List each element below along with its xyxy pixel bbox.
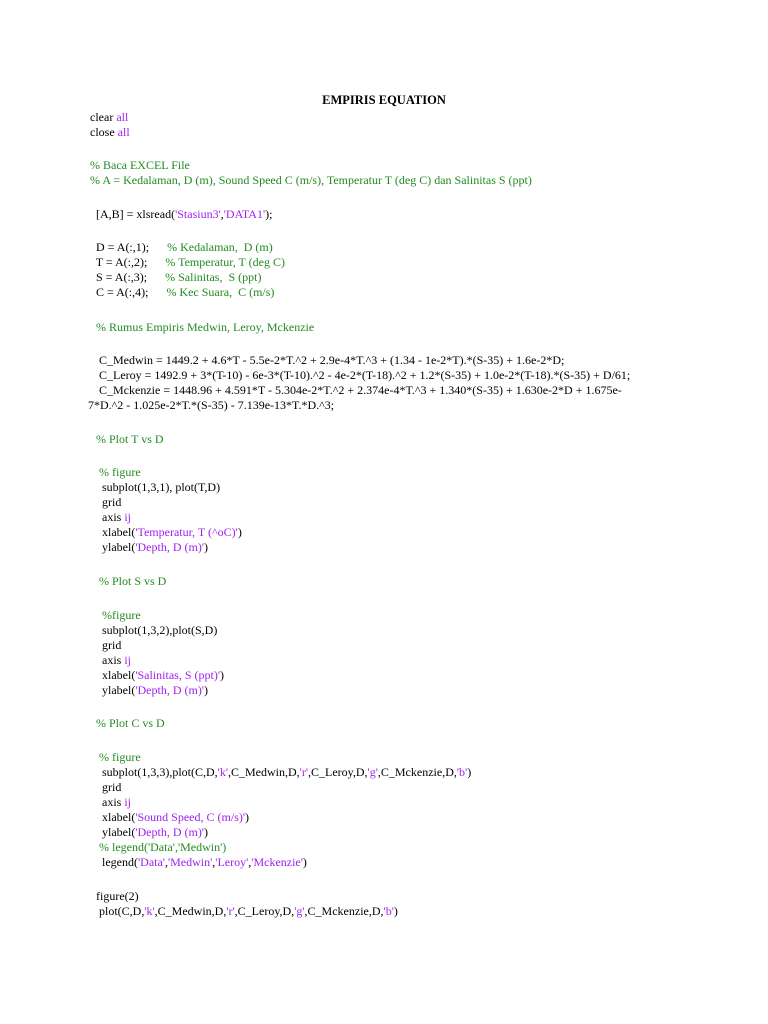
code-line <box>90 480 220 495</box>
code-line <box>90 368 630 383</box>
code-text: axis <box>90 510 125 524</box>
code-string: 'Data' <box>137 855 165 869</box>
code-text: axis <box>90 653 125 667</box>
code-string: ij <box>124 653 132 667</box>
code-line <box>90 810 249 825</box>
code-string: 'Medwin' <box>167 855 213 869</box>
code-text: C_Leroy = 1492.9 + 3*(T-10) - 6e-3*(T-10).^2 - 4e-2*(T-18).^2 + 1.2*(S-35) + 1.0e-2*(T-18).*(S-35) + D/61; <box>90 368 631 382</box>
code-text: subplot(1,3,1), plot(T,D) <box>90 480 221 494</box>
code-line <box>88 398 334 413</box>
code-string: 'Depth, D (m)' <box>135 683 204 697</box>
code-text: ,C_Leroy,D, <box>308 765 368 779</box>
code-line <box>90 320 314 335</box>
code-line <box>90 510 131 525</box>
code-string: 'r' <box>299 765 308 779</box>
code-line <box>90 525 242 540</box>
code-text: D = A(:,1); <box>90 240 168 254</box>
code-text: ) <box>203 683 208 697</box>
code-comment: % Plot S vs D <box>90 574 167 588</box>
code-text: ,C_Medwin,D, <box>228 765 300 779</box>
code-line <box>90 574 166 589</box>
code-string: ij <box>124 795 132 809</box>
code-text: C_Mckenzie = 1448.96 + 4.591*T - 5.304e-2*T.^2 + 2.374e-4*T.^3 + 1.340*(S-35) + 1.630e-2*D + 1.675e- <box>90 383 622 397</box>
code-text: ) <box>203 825 208 839</box>
code-line <box>90 173 532 188</box>
code-line <box>90 240 273 255</box>
code-text: figure(2) <box>90 889 139 903</box>
code-line <box>90 904 398 919</box>
code-line <box>90 750 141 765</box>
code-text: ) <box>203 540 208 554</box>
code-line <box>90 125 130 140</box>
code-text: subplot(1,3,3),plot(C,D, <box>90 765 218 779</box>
code-line <box>90 840 226 855</box>
code-text: ) <box>302 855 307 869</box>
code-comment: % A = Kedalaman, D (m), Sound Speed C (m/s), Temperatur T (deg C) dan Salinitas S (ppt) <box>90 173 532 187</box>
code-text: ) <box>393 904 398 918</box>
code-line <box>90 653 131 668</box>
code-line <box>90 207 272 222</box>
code-comment: % Kec Suara, C (m/s) <box>166 285 275 299</box>
code-line <box>90 540 208 555</box>
code-text: ,C_Leroy,D, <box>234 904 295 918</box>
code-line <box>90 716 165 731</box>
code-line <box>90 285 274 300</box>
code-text: 7*D.^2 - 1.025e-2*T.*(S-35) - 7.139e-13*T.*D.^3; <box>88 398 335 412</box>
code-string: 'Stasiun3' <box>175 207 221 221</box>
code-comment: %figure <box>90 608 141 622</box>
code-string: 'Depth, D (m)' <box>135 825 204 839</box>
code-text: , <box>248 855 252 869</box>
code-text: , <box>212 855 216 869</box>
code-string: 'Temperatur, T (^oC)' <box>135 525 238 539</box>
code-string: 'DATA1' <box>223 207 266 221</box>
code-string: 'Sound Speed, C (m/s)' <box>135 810 245 824</box>
code-string: all <box>116 110 129 124</box>
code-text: close <box>90 125 118 139</box>
code-string: 'Depth, D (m)' <box>135 540 204 554</box>
code-text: [A,B] = xlsread( <box>90 207 176 221</box>
code-text: ); <box>265 207 273 221</box>
code-line <box>90 465 141 480</box>
code-comment: % Baca EXCEL File <box>90 158 190 172</box>
code-line <box>90 683 208 698</box>
document-title: EMPIRIS EQUATION <box>322 93 446 107</box>
code-string: 'Salinitas, S (ppt)' <box>135 668 220 682</box>
code-text: T = A(:,2); <box>90 255 166 269</box>
code-comment: % legend('Data','Medwin') <box>90 840 227 854</box>
code-text: grid <box>90 638 122 652</box>
code-string: 'Mckenzie' <box>251 855 303 869</box>
code-text: ) <box>245 810 249 824</box>
code-text: ylabel( <box>90 825 136 839</box>
code-text: , <box>164 855 168 869</box>
code-line <box>90 889 139 904</box>
code-line <box>90 780 121 795</box>
code-text: legend( <box>90 855 138 869</box>
code-text: axis <box>90 795 125 809</box>
code-text: ylabel( <box>90 540 136 554</box>
code-text: ylabel( <box>90 683 136 697</box>
code-string: 'b' <box>456 765 468 779</box>
code-line <box>90 270 261 285</box>
code-line <box>90 158 190 173</box>
code-text: ,C_Mckenzie,D, <box>304 904 384 918</box>
code-string: 'g' <box>367 765 378 779</box>
code-line <box>90 623 217 638</box>
code-line <box>90 353 564 368</box>
code-string: 'b' <box>383 904 394 918</box>
code-string: ij <box>124 510 132 524</box>
code-text: C_Medwin = 1449.2 + 4.6*T - 5.5e-2*T.^2 + 2.9e-4*T.^3 + (1.34 - 1e-2*T).*(S-35) + 1.6e-2*D; <box>90 353 565 367</box>
code-line <box>90 638 121 653</box>
code-comment: % Temperatur, T (deg C) <box>165 255 285 269</box>
code-text: ,C_Mckenzie,D, <box>377 765 457 779</box>
code-text: xlabel( <box>90 525 136 539</box>
code-text: plot(C,D, <box>90 904 145 918</box>
code-line <box>90 795 131 810</box>
code-line <box>90 495 121 510</box>
code-comment: % figure <box>90 465 141 479</box>
code-text: xlabel( <box>90 668 136 682</box>
code-comment: % figure <box>90 750 141 764</box>
code-comment: % Rumus Empiris Medwin, Leroy, Mckenzie <box>90 320 315 334</box>
code-line <box>90 608 141 623</box>
code-string: all <box>117 125 130 139</box>
code-text: C = A(:,4); <box>90 285 167 299</box>
code-comment: % Kedalaman, D (m) <box>167 240 273 254</box>
code-text: subplot(1,3,2),plot(S,D) <box>90 623 218 637</box>
code-text: ) <box>219 668 224 682</box>
code-string: 'g' <box>294 904 305 918</box>
code-string: 'k' <box>144 904 155 918</box>
code-text: grid <box>90 780 122 794</box>
code-text: , <box>220 207 224 221</box>
code-text: ) <box>467 765 472 779</box>
code-text: clear <box>90 110 117 124</box>
code-string: 'Leroy' <box>215 855 249 869</box>
code-line <box>90 668 224 683</box>
code-text: ) <box>237 525 242 539</box>
code-comment: % Salinitas, S (ppt) <box>165 270 262 284</box>
code-text: ,C_Medwin,D, <box>154 904 227 918</box>
code-text: S = A(:,3); <box>90 270 166 284</box>
code-line <box>90 383 622 398</box>
code-line <box>90 432 164 447</box>
code-line <box>90 855 307 870</box>
code-line <box>90 765 471 780</box>
code-text: grid <box>90 495 122 509</box>
code-line <box>90 825 208 840</box>
code-line <box>90 110 128 125</box>
code-comment: % Plot T vs D <box>90 432 164 446</box>
code-string: 'r' <box>226 904 235 918</box>
code-line <box>90 255 285 270</box>
code-comment: % Plot C vs D <box>90 716 165 730</box>
code-text: xlabel( <box>90 810 136 824</box>
code-string: 'k' <box>217 765 228 779</box>
